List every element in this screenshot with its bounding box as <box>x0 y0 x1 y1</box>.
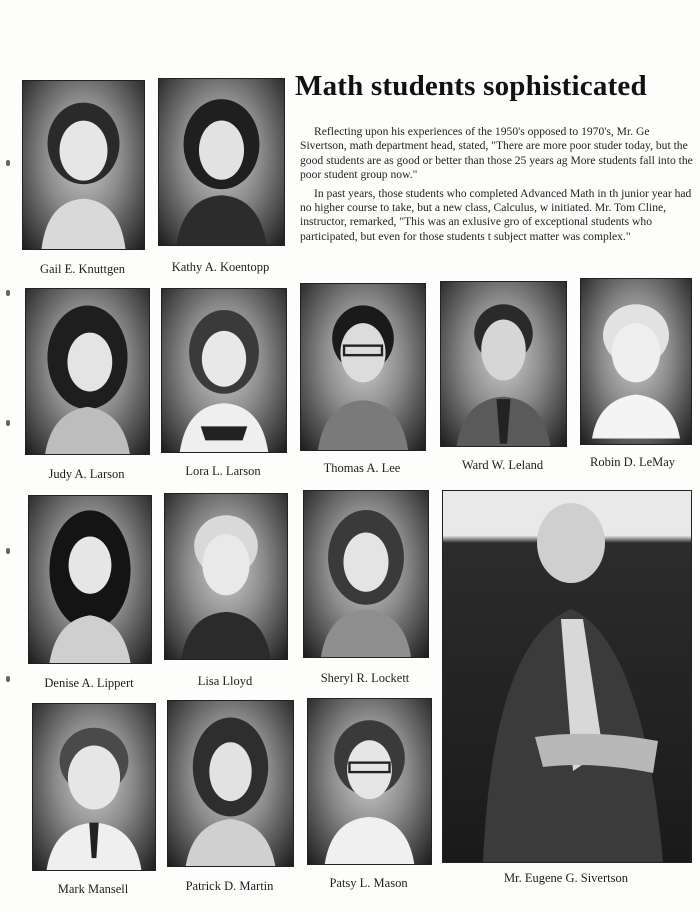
portrait-photo <box>164 493 288 660</box>
portrait-caption: Judy A. Larson <box>48 467 125 481</box>
portrait-photo <box>167 700 294 867</box>
portrait-photo <box>580 278 692 445</box>
article-body <box>300 125 698 265</box>
margin-mark <box>6 420 10 426</box>
portrait-caption: Denise A. Lippert <box>44 676 134 690</box>
portrait-photo <box>158 78 285 246</box>
portrait-caption: Gail E. Knuttgen <box>39 262 126 276</box>
portrait-caption: Mark Mansell <box>57 882 129 896</box>
portrait-photo <box>161 288 287 453</box>
portrait-photo <box>28 495 152 664</box>
feature-photo-caption: Mr. Eugene G. Sivertson <box>504 871 628 885</box>
portrait-photo <box>22 80 145 250</box>
portrait-photo <box>440 281 567 447</box>
portrait-caption: Sheryl R. Lockett <box>320 671 410 685</box>
portrait-caption: Ward W. Leland <box>461 458 544 472</box>
portrait-caption: Robin D. LeMay <box>590 455 676 469</box>
portrait-photo <box>300 283 426 451</box>
portrait-caption: Patsy L. Mason <box>329 876 408 890</box>
margin-mark <box>6 548 10 554</box>
margin-mark <box>6 290 10 296</box>
portrait-caption: Thomas A. Lee <box>323 461 401 475</box>
portrait-photo <box>303 490 429 658</box>
page-title: Math students sophisticated <box>295 70 647 102</box>
portrait-caption: Lora L. Larson <box>185 464 261 478</box>
portrait-caption: Lisa Lloyd <box>197 674 253 688</box>
article-paragraph: In past years, those students who completed Advanced Math in th junior year had no higher course to take, but a new class, Calculus, w initiated. Mr. Tom Cline, instructor, remarked, "This was an exlusive gro of exceptional students who participated, but even for those students t subject matter was complex." <box>300 186 692 243</box>
article-paragraph: Reflecting upon his experiences of the 1950's opposed to 1970's, Mr. Ge Sivertson, math department head, stated, "There are more poor studer today, but the good students are as good or better than those 25 years ag More students fall into the poor student group now." <box>300 125 693 182</box>
margin-mark <box>6 160 10 166</box>
margin-mark <box>6 676 10 682</box>
portrait-photo <box>25 288 150 455</box>
portrait-photo <box>32 703 156 871</box>
portrait-caption: Patrick D. Martin <box>185 879 274 893</box>
portrait-caption: Kathy A. Koentopp <box>171 260 270 274</box>
portrait-photo <box>307 698 432 865</box>
feature-photo <box>442 490 692 863</box>
